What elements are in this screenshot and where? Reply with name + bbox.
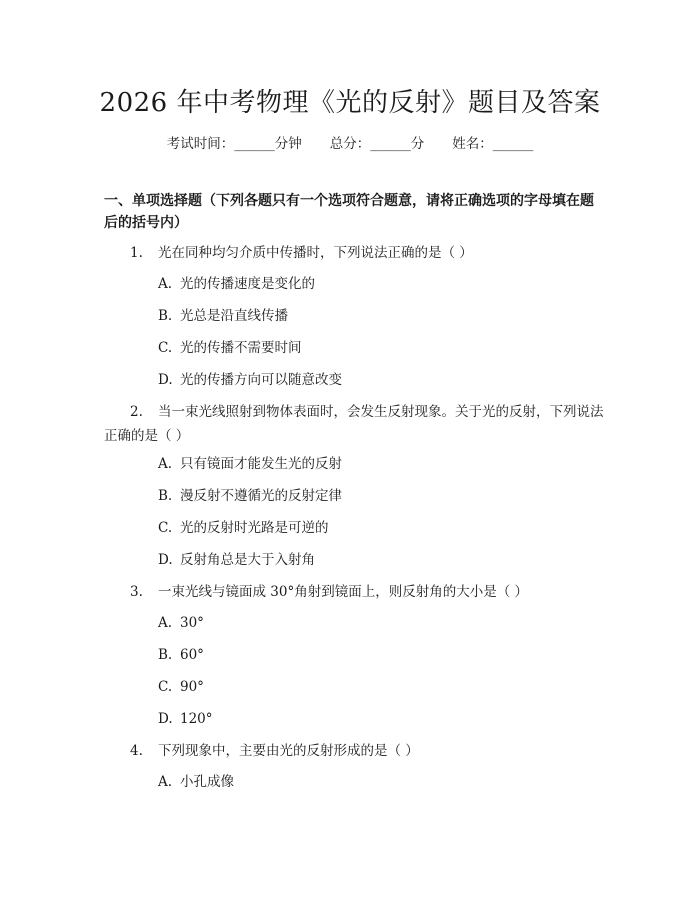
question-1 [104, 241, 604, 265]
question-text: 光在同种均匀介质中传播时，下列说法正确的是（ ） [158, 245, 473, 261]
question-text: 一束光线与镜面成 30°角射到镜面上，则反射角的大小是（ ） [158, 584, 529, 600]
option-letter: C. [158, 520, 173, 536]
option [158, 518, 329, 538]
option-text: 漫反射不遵循光的反射定律 [180, 488, 342, 504]
question-3 [104, 580, 604, 604]
option [158, 370, 342, 390]
option-text: 光的传播不需要时间 [180, 340, 302, 356]
question-text: 下列现象中，主要由光的反射形成的是（ ） [158, 743, 419, 759]
option-text: 90° [180, 679, 204, 695]
option-text: 30° [180, 615, 204, 631]
exam-time-field: 考试时间：______分钟 [166, 136, 302, 152]
option [158, 486, 342, 506]
option-letter: C. [158, 679, 173, 695]
option-text: 光总是沿直线传播 [180, 308, 288, 324]
option-letter: D. [158, 372, 173, 388]
option-letter: B. [158, 647, 173, 663]
option-text: 120° [180, 711, 213, 727]
option-text: 光的传播速度是变化的 [180, 276, 315, 292]
option-text: 小孔成像 [180, 774, 234, 790]
option-letter: A. [158, 774, 173, 790]
option-letter: A. [158, 276, 173, 292]
option [158, 645, 204, 665]
option-letter: D. [158, 711, 173, 727]
question-text: 当一束光线照射到物体表面时，会发生反射现象。关于光的反射，下列说法正确的是（ ） [104, 404, 604, 444]
question-number: 4. [130, 743, 143, 759]
question-number: 3. [130, 584, 143, 600]
exam-meta [0, 132, 700, 152]
option [158, 550, 315, 570]
option [158, 709, 213, 729]
option-letter: A. [158, 456, 173, 472]
section-heading: 一、单项选择题（下列各题只有一个选项符合题意，请将正确选项的字母填在题后的括号内） [104, 193, 594, 231]
option [158, 613, 204, 633]
option-letter: B. [158, 308, 173, 324]
question-number: 1. [130, 245, 143, 261]
question-2 [104, 400, 604, 448]
option [158, 677, 204, 697]
option-text: 60° [180, 647, 204, 663]
document-title: 2026 年中考物理《光的反射》题目及答案 [99, 88, 601, 118]
option-text: 反射角总是大于入射角 [180, 552, 315, 568]
option-text: 只有镜面才能发生光的反射 [180, 456, 342, 472]
question-number: 2. [130, 404, 143, 420]
option-letter: B. [158, 488, 173, 504]
question-4 [104, 739, 604, 763]
option [158, 772, 234, 792]
option [158, 338, 302, 358]
option-text: 光的反射时光路是可逆的 [180, 520, 329, 536]
option [158, 454, 342, 474]
option [158, 274, 315, 294]
option-letter: D. [158, 552, 173, 568]
option [158, 306, 288, 326]
option-letter: C. [158, 340, 173, 356]
option-text: 光的传播方向可以随意改变 [180, 372, 342, 388]
total-score-field: 总分：______分 [329, 136, 425, 152]
name-field: 姓名：______ [452, 136, 534, 152]
option-letter: A. [158, 615, 173, 631]
